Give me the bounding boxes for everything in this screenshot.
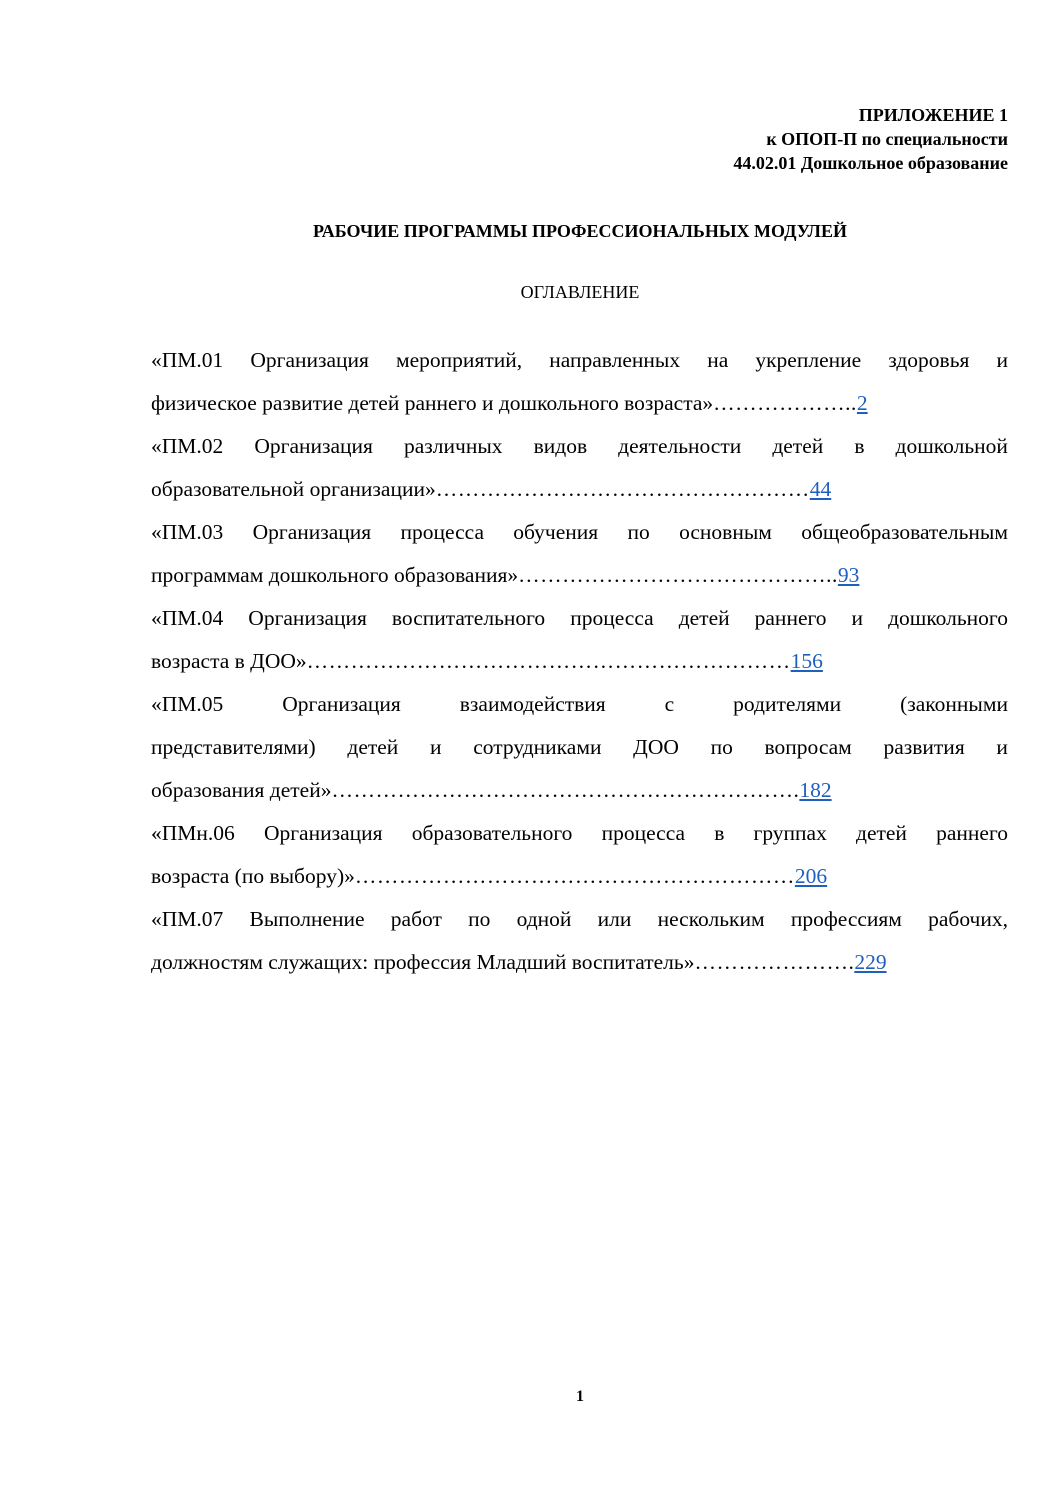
toc-word: воспитательного [391, 606, 546, 630]
toc-word: в [714, 821, 725, 845]
toc-word: деятельности [618, 434, 742, 458]
toc-word: процесса [400, 520, 484, 544]
toc-word: видов [533, 434, 588, 458]
toc-word: обучения [513, 520, 599, 544]
toc-page-link[interactable]: 2 [856, 391, 868, 415]
toc-word: профессиям [790, 907, 902, 931]
toc-word: «ПМ.03 [151, 520, 224, 544]
toc-word: укрепление [755, 348, 862, 372]
toc-word: направленных [549, 348, 681, 372]
document-title: РАБОЧИЕ ПРОГРАММЫ ПРОФЕССИОНАЛЬНЫХ МОДУЛЕЙ [313, 221, 847, 241]
toc-word: сотрудниками [473, 735, 602, 759]
toc-entry-last-line [151, 941, 1008, 984]
toc-word: Организация [250, 348, 369, 372]
toc-word: процесса [570, 606, 654, 630]
toc-word: образовательного [411, 821, 573, 845]
toc-word: по [710, 735, 733, 759]
appendix-program: к ОПОП-П по специальности [766, 129, 1008, 149]
toc-entry-text: программам дошкольного образования» [151, 563, 519, 587]
toc-entry-text: физическое развитие детей раннего и дошкольного возраста» [151, 391, 714, 415]
toc-leader-dots: …………………………………………………… [354, 864, 795, 888]
toc-leader-dots: …………………………………….. [518, 563, 838, 587]
toc-word: Организация [254, 434, 373, 458]
toc-heading: ОГЛАВЛЕНИЕ [520, 282, 640, 302]
toc-entry [151, 597, 1008, 683]
toc-word: Организация [263, 821, 383, 845]
toc-word: Организация [282, 692, 401, 716]
toc-entry-line [151, 898, 1008, 941]
toc-entry-last-line [151, 554, 1008, 597]
appendix-specialty: 44.02.01 Дошкольное образование [733, 153, 1008, 173]
toc-word: раннего [936, 821, 1008, 845]
toc-entry-line [151, 683, 1008, 726]
toc-word: «ПМ.01 [151, 348, 224, 372]
toc-word: и [851, 606, 864, 630]
toc-word: детей [347, 735, 399, 759]
toc-entry [151, 339, 1008, 425]
toc-entry-text: должностям служащих: профессия Младший воспитатель» [151, 950, 695, 974]
toc-word: на [707, 348, 729, 372]
toc-word: «ПМн.06 [151, 821, 235, 845]
toc-leader-dots: …………………………………………… [435, 477, 810, 501]
toc-word: по [627, 520, 650, 544]
toc-word: и [430, 735, 442, 759]
toc-entry-last-line [151, 640, 1008, 683]
toc-word: мероприятий, [396, 348, 523, 372]
toc-entry [151, 425, 1008, 511]
toc-word: дошкольной [895, 434, 1008, 458]
toc-word: рабочих, [928, 907, 1008, 931]
toc-word: Организация [248, 606, 367, 630]
toc-entry-text: возраста (по выбору)» [151, 864, 355, 888]
toc-word: дошкольного [888, 606, 1008, 630]
toc-word: Выполнение [249, 907, 365, 931]
toc-word: различных [404, 434, 503, 458]
toc-entry-line [151, 511, 1008, 554]
toc-word: «ПМ.05 [151, 692, 224, 716]
toc-word: здоровья [888, 348, 970, 372]
toc-word: взаимодействия [459, 692, 606, 716]
toc-word: в [854, 434, 865, 458]
toc-entry-last-line [151, 468, 1008, 511]
toc-word: вопросам [764, 735, 852, 759]
toc-leader-dots: ……………….. [713, 391, 857, 415]
toc-entry-line [151, 425, 1008, 468]
appendix-header [733, 103, 1008, 175]
toc-word: процесса [601, 821, 686, 845]
toc-word: и [996, 735, 1008, 759]
toc-word: и [996, 348, 1008, 372]
toc-word: группах [753, 821, 827, 845]
toc-entry-text: образовательной организации» [151, 477, 436, 501]
toc-leader-dots: ………………………………………………………… [306, 649, 791, 673]
toc-page-link[interactable]: 206 [794, 864, 828, 888]
toc-word: нескольким [657, 907, 765, 931]
toc-word: «ПМ.07 [151, 907, 224, 931]
toc-page-link[interactable]: 93 [837, 563, 860, 587]
toc-word: ДОО [633, 735, 679, 759]
toc-entry-text: возраста в ДОО» [151, 649, 307, 673]
toc-entry-last-line [151, 382, 1008, 425]
toc-page-link[interactable]: 182 [799, 778, 832, 802]
toc-word: «ПМ.02 [151, 434, 224, 458]
toc-page-link[interactable]: 44 [809, 477, 832, 501]
toc-word: Организация [252, 520, 372, 544]
toc-word: детей [856, 821, 907, 845]
table-of-contents [151, 339, 1008, 984]
toc-word: по [468, 907, 491, 931]
toc-word: раннего [754, 606, 827, 630]
toc-entry-line [151, 339, 1008, 382]
toc-page-link[interactable]: 156 [790, 649, 823, 673]
toc-entry-line [151, 812, 1008, 855]
toc-word: родителями [733, 692, 842, 716]
toc-word: детей [772, 434, 824, 458]
toc-entry [151, 511, 1008, 597]
toc-word: представителями) [151, 735, 316, 759]
toc-word: или [597, 907, 632, 931]
toc-word: детей [678, 606, 730, 630]
toc-word: «ПМ.04 [151, 606, 224, 630]
toc-word: одной [516, 907, 572, 931]
toc-word: с [664, 692, 675, 716]
toc-entry-text: образования детей» [151, 778, 332, 802]
toc-leader-dots: ………………………………………………………. [331, 778, 800, 802]
toc-page-link[interactable]: 229 [854, 950, 887, 974]
toc-word: развития [883, 735, 965, 759]
toc-entry [151, 812, 1008, 898]
toc-entry [151, 683, 1008, 812]
toc-entry-last-line [151, 769, 1008, 812]
toc-leader-dots: …………………. [694, 950, 855, 974]
appendix-title: ПРИЛОЖЕНИЕ 1 [858, 105, 1008, 125]
toc-word: (законными [900, 692, 1008, 716]
toc-entry [151, 898, 1008, 984]
toc-entry-line [151, 726, 1008, 769]
toc-word: работ [390, 907, 442, 931]
toc-word: общеобразовательным [801, 520, 1008, 544]
toc-entry-last-line [151, 855, 1008, 898]
page-number: 1 [576, 1388, 584, 1405]
toc-word: основным [679, 520, 772, 544]
toc-entry-line [151, 597, 1008, 640]
